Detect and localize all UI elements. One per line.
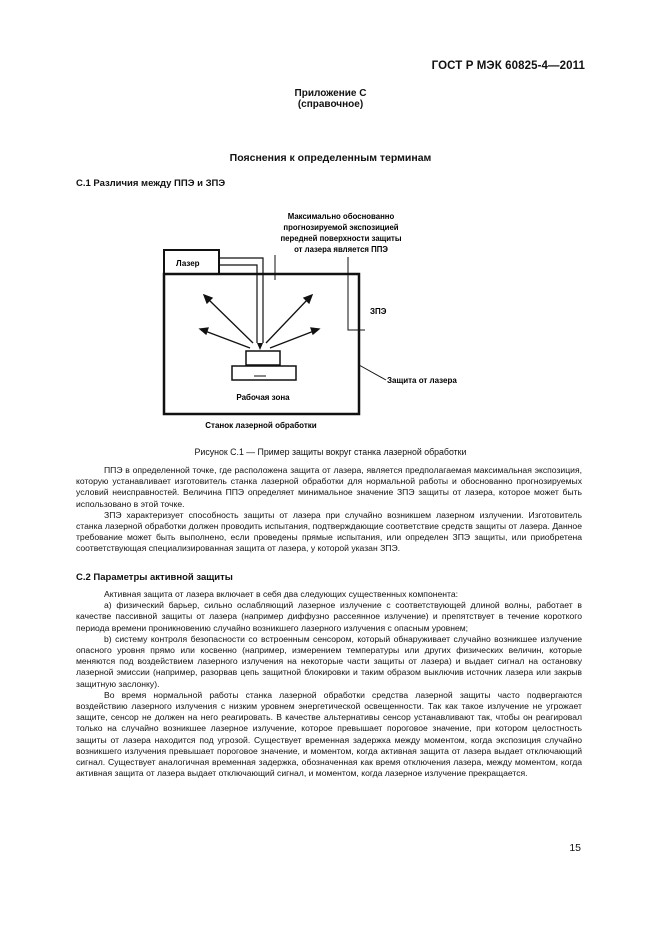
beam-path-outer [219, 258, 263, 343]
c2-paragraph-1: Активная защита от лазера включает в себя два следующих существенных компонента: [104, 589, 459, 599]
guard-label: Защита от лазера [387, 376, 457, 385]
machine-label: Станок лазерной обработки [205, 421, 317, 430]
zpe-label: ЗПЭ [370, 307, 387, 316]
scattered-radiation-arrows [200, 295, 319, 348]
work-table [232, 366, 296, 380]
work-zone-label: Рабочая зона [236, 393, 290, 402]
annotation-line-1: Максимально обоснованно [287, 212, 395, 221]
annotation-line-4: от лазера является ППЭ [294, 245, 388, 254]
appendix-note: (справочное) [297, 99, 364, 110]
c2-paragraph-4: Во время нормальной работы станка лазерной обработки средства лазерной защиты часто подвергаются воздействию лазерного излучения с низким уровнем энергетической освещенности. Так как такое излучение не угрожает защите, сенсор не должен на него реагировать. В качестве альтернативы сенсор устанавливают так, чтобы он реагировал только на случайно возникшее лазерное излучение, которое превышает пороговое значение, при котором целостность защиты от лазера находится под угрозой. Существует временная задержка между моментом, когда экспозиция случайно возникшего излучения превышает пороговое значение, и моментом, когда активная защита от лазера выдает отключающий сигнал. Существует аналогичная временная задержка, обозначенная как время отключения лазера, между моментом, когда активная защита от лазера выдает отключающий сигнал, и моментом, когда лазерное излучение прекращается. [76, 689, 582, 779]
annotation-line-3: передней поверхности защиты [280, 234, 402, 243]
c2-paragraph-2: а) физический барьер, сильно ослабляющий лазерное излучение с соответствующей длиной волны, работает в качестве пассивной защиты от лазера (например диффузно рассеянное излучение) и препятствует в течение короткого периода времени проникновению случайно возникшего лазерного излучения с опасным уровнем; [76, 600, 582, 633]
workpiece [246, 351, 280, 365]
guard-pointer [359, 365, 386, 380]
c1-heading: С.1 Различия между ППЭ и ЗПЭ [76, 178, 226, 189]
c1-body [76, 465, 582, 555]
c1-paragraph-2: ЗПЭ характеризует способность защиты от лазера при случайно возникшем лазерном излучении. Изготовитель станка лазерной обработки должен проводить испытания, подтверждающие соответствие средств защиты от лазера. Данное требование может быть выполнено, если проведены прямые испытания, или определен ЗПЭ защиты, или приобретена соответствующая специализированная защита от лазера, у которой указан ЗПЭ. [76, 509, 582, 554]
page-number: 15 [569, 842, 581, 854]
section-title: Пояснения к определенным терминам [229, 152, 432, 164]
figure-caption: Рисунок С.1 — Пример защиты вокруг станка лазерной обработки [194, 447, 467, 457]
appendix-heading [0, 88, 661, 110]
figure-laser-machine-diagram [150, 205, 490, 435]
document-header: ГОСТ Р МЭК 60825-4—2011 [431, 60, 585, 72]
zpe-pointer [348, 257, 365, 330]
appendix-title: Приложение С [294, 88, 367, 99]
c1-paragraph-1: ППЭ в определенной точке, где расположена защита от лазера, является предполагаемая максимальная экспозиция, которую устанавливает изготовитель станка лазерной обработки для нормальной работы и обоснованно прогнозируемых условий неисправностей. Величина ППЭ определяет минимальное значение ЗПЭ защиты от лазера, которое может быть использовано в этой точке. [76, 465, 582, 509]
annotation-line-2: прогнозируемой экспозицией [283, 223, 399, 232]
laser-label: Лазер [176, 259, 200, 268]
c2-heading: С.2 Параметры активной защиты [76, 572, 233, 583]
nozzle [257, 343, 263, 350]
c2-body [76, 589, 582, 779]
beam-path-inner [219, 265, 257, 343]
c2-paragraph-3: b) систему контроля безопасности со встроенным сенсором, который обнаруживает случайно возникшее излучение опасного уровня прямо или косвенно (например, измерением температуры или других физических величин, которые меняются под воздействием лазерного излучения на некоторые части защиты от лазера) и выдает сигнал на остановку лазерной эмиссии (например, разорвав цепь защитной блокировки и таким образом выключив источник лазера или закрыв защитную заслонку). [76, 633, 582, 689]
